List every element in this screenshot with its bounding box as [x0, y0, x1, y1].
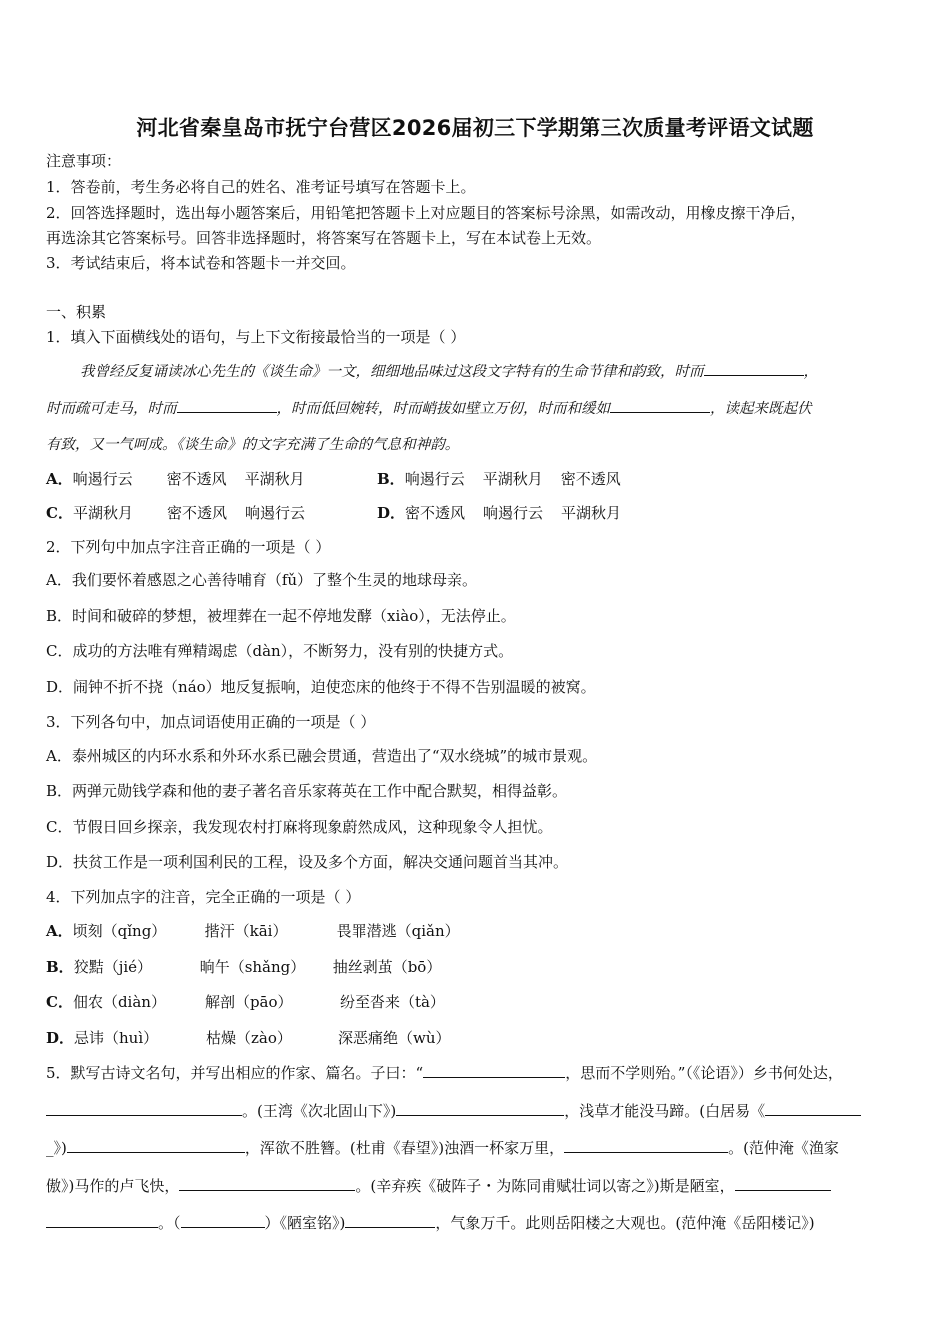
notice-item: 1．答卷前，考生务必将自己的姓名、准考证号填写在答题卡上。	[46, 178, 476, 196]
passage-text: ，读起来既起伏	[710, 401, 812, 417]
question-4-stem: 4．下列加点字的注音，完全正确的一项是（ ）	[46, 888, 361, 906]
blank-line	[67, 1138, 245, 1153]
q5-text: 。（	[158, 1214, 181, 1232]
option-key: C．	[46, 993, 73, 1011]
option-text: 密不透风	[166, 504, 227, 522]
question-2-stem: 2．下列句中加点字注音正确的一项是（ ）	[46, 538, 331, 556]
option-key: C．	[46, 504, 73, 522]
option-key: B．	[377, 470, 405, 488]
question-1-option-c	[46, 503, 305, 523]
option-text: 抽丝剥茧（bō）	[332, 958, 442, 976]
option-text: 深恶痛绝（wù）	[338, 1029, 451, 1047]
option-text: 纷至沓来（tà）	[339, 993, 445, 1011]
option-text: 枯燥（zào）	[206, 1029, 292, 1047]
q5-text: ，气象万千。此则岳阳楼之大观也。(范仲淹《岳阳楼记》)	[435, 1214, 815, 1232]
option-text: 狡黠（jié）	[73, 958, 153, 976]
blank-line	[765, 1101, 861, 1116]
question-1-passage-line	[46, 398, 812, 419]
option-text: 平湖秋月	[561, 504, 622, 522]
question-3-option: B．两弹元勋钱学森和他的妻子著名音乐家蒋英在工作中配合默契，相得益彰。	[46, 782, 568, 800]
option-text: 平湖秋月	[244, 470, 305, 488]
option-text: 密不透风	[166, 470, 227, 488]
q5-text: 。(范仲淹《渔家	[728, 1139, 839, 1157]
option-text: 揩汗（kāi）	[204, 922, 288, 940]
option-text: 顷刻（qǐng）	[72, 922, 167, 940]
q5-text: ）《陋室铭》)	[264, 1214, 346, 1232]
question-2-option: B．时间和破碎的梦想，被埋葬在一起不停地发酵（xiào），无法停止。	[46, 607, 516, 625]
blank-line	[610, 398, 710, 413]
option-text: 畏罪潜逃（qiǎn）	[336, 922, 460, 940]
question-2-option: C．成功的方法唯有殚精竭虑（dàn），不断努力，没有别的快捷方式。	[46, 642, 514, 660]
blank-line	[423, 1063, 565, 1078]
question-3-stem: 3．下列各句中，加点词语使用正确的一项是（ ）	[46, 713, 376, 731]
question-3-option: D．扶贫工作是一项利国利民的工程，设及多个方面，解决交通问题首当其冲。	[46, 853, 569, 871]
blank-line	[564, 1138, 728, 1153]
option-key: B．	[46, 958, 74, 976]
blank-line	[179, 1176, 355, 1191]
question-2-option: D．闹钟不折不挠（náo）地反复振响，迫使恋床的他终于不得不告别温暖的被窝。	[46, 678, 596, 696]
option-text: 响遏行云	[404, 470, 465, 488]
page-title: 河北省秦皇岛市抚宁台营区2026届初三下学期第三次质量考评语文试题	[136, 116, 814, 140]
passage-text: 时而疏可走马，时而	[46, 401, 177, 417]
q5-text: 傲》)马作的卢飞快，	[46, 1177, 180, 1195]
option-text: 响遏行云	[483, 504, 544, 522]
question-5-line	[46, 1176, 831, 1196]
option-text: 晌午（shǎng）	[199, 958, 306, 976]
notice-item: 2．回答选择题时，选出每小题答案后，用铅笔把答题卡上对应题目的答案标号涂黑，如需改动，用橡皮擦干净后，	[46, 204, 806, 222]
blank-line	[396, 1101, 564, 1116]
blank-line	[735, 1176, 831, 1191]
option-key: D．	[377, 504, 406, 522]
q5-text: ，浑欲不胜簪。(杜甫《春望》)浊酒一杯家万里，	[244, 1139, 565, 1157]
question-3-option: A．泰州城区的内环水系和外环水系已融会贯通，营造出了“双水绕城”的城市景观。	[46, 747, 598, 765]
option-text: 密不透风	[405, 504, 466, 522]
notice-item: 3．考试结束后，将本试卷和答题卡一并交回。	[46, 254, 356, 272]
q5-text: 。(辛弃疾《破阵子・为陈同甫赋壮词以寄之》)斯是陋室，	[355, 1177, 735, 1195]
option-text: 佃农（diàn）	[72, 993, 166, 1011]
blank-line	[181, 1213, 265, 1228]
q5-text: _》)	[46, 1139, 67, 1157]
option-key: A．	[46, 922, 73, 940]
question-5-line	[46, 1213, 815, 1233]
blank-line	[177, 398, 277, 413]
passage-text: ，时而低回婉转，时而峭拔如壁立万仞，时而和缓如	[276, 401, 610, 417]
question-2-option: A．我们要怀着感恩之心善待哺育（fǔ）了整个生灵的地球母亲。	[46, 571, 478, 589]
blank-line	[46, 1101, 242, 1116]
option-text: 解剖（pāo）	[204, 993, 293, 1011]
q5-text: 。(王湾《次北固山下》)	[242, 1102, 397, 1120]
option-key: A．	[46, 470, 73, 488]
question-1-passage-line	[80, 361, 818, 382]
option-text: 平湖秋月	[482, 470, 543, 488]
question-4-option-c	[46, 992, 445, 1012]
option-text: 忌讳（huì）	[74, 1029, 159, 1047]
passage-text: ，	[803, 364, 818, 380]
option-text: 响遏行云	[244, 504, 305, 522]
option-text: 密不透风	[560, 470, 621, 488]
question-3-option: C．节假日回乡探亲，我发现农村打麻将现象蔚然成风，这种现象令人担忧。	[46, 818, 553, 836]
question-1-stem: 1．填入下面横线处的语句，与上下文衔接最恰当的一项是（ ）	[46, 328, 466, 346]
option-text: 平湖秋月	[72, 504, 133, 522]
notice-item: 再选涂其它答案标号。回答非选择题时，将答案写在答题卡上，写在本试卷上无效。	[46, 229, 602, 247]
question-4-option-b	[46, 957, 441, 977]
option-key: D．	[46, 1029, 75, 1047]
question-1-passage-line: 有致，又一气呵成。《谈生命》的文字充满了生命的气息和神韵。	[46, 437, 460, 453]
question-5-line	[46, 1138, 839, 1158]
section-heading: 一、积累	[46, 303, 107, 321]
question-1-option-d	[377, 503, 621, 523]
q5-text: 5．默写古诗文名句，并写出相应的作家、篇名。子曰：“	[46, 1064, 424, 1082]
blank-line	[46, 1213, 158, 1228]
question-1-option-a	[46, 469, 305, 489]
option-text: 响遏行云	[72, 470, 133, 488]
question-5-line	[46, 1101, 861, 1121]
question-4-option-a	[46, 921, 460, 941]
q5-text: ，浅草才能没马蹄。(白居易《	[564, 1102, 766, 1120]
blank-line	[704, 361, 804, 376]
q5-text: ，思而不学则殆。”（《论语》）乡书何处达，	[565, 1064, 843, 1082]
question-5-line	[46, 1063, 843, 1083]
notice-heading: 注意事项：	[46, 152, 122, 170]
question-1-option-b	[377, 469, 621, 489]
question-4-option-d	[46, 1028, 451, 1048]
blank-line	[345, 1213, 435, 1228]
passage-text: 我曾经反复诵读冰心先生的《谈生命》一文，细细地品味过这段文字特有的生命节律和韵致，时而	[80, 364, 704, 380]
